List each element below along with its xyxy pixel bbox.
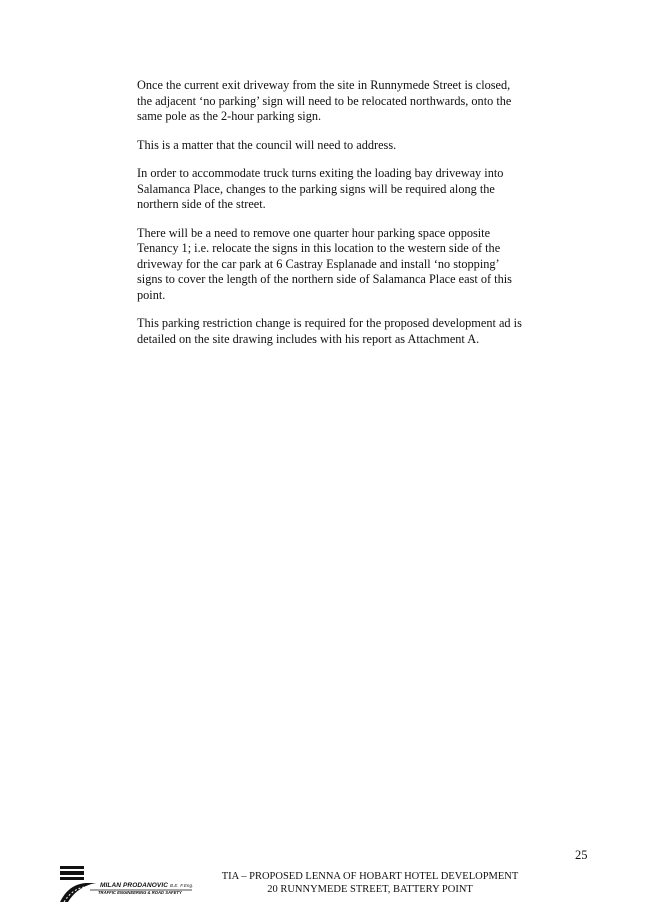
text-line: signs to cover the length of the northern side of Salamanca Place east of this bbox=[137, 272, 512, 286]
text-line: northern side of the street. bbox=[137, 197, 266, 211]
text-line: same pole as the 2-hour parking sign. bbox=[137, 109, 322, 123]
paragraph-1 bbox=[137, 78, 557, 125]
page-number: 25 bbox=[575, 848, 588, 862]
paragraph-4 bbox=[137, 226, 557, 304]
text-line: the adjacent ‘no parking’ sign will need to be relocated northwards, onto the bbox=[137, 93, 512, 108]
footer-title bbox=[200, 870, 540, 896]
logo-credentials: B.E. F.Eng. bbox=[169, 883, 194, 888]
text-line: This parking restriction change is required for the proposed development ad is bbox=[137, 316, 522, 330]
text-line: Salamanca Place, changes to the parking signs will be required along the bbox=[137, 181, 495, 196]
footer-line-2: 20 RUNNYMEDE STREET, BATTERY POINT bbox=[267, 884, 473, 895]
logo-name: MILAN PRODANOVIC B.E. F.Eng. bbox=[100, 882, 194, 889]
text-line: point. bbox=[137, 287, 166, 302]
text-line: There will be a need to remove one quarter hour parking space opposite bbox=[137, 225, 491, 240]
text-line: Tenancy 1; i.e. relocate the signs in this location to the western side of the bbox=[137, 241, 501, 255]
company-logo bbox=[60, 866, 195, 904]
logo-tagline: TRAFFIC ENGINEERING & ROAD SAFETY bbox=[98, 890, 182, 895]
paragraph-3 bbox=[137, 166, 557, 213]
text-line: detailed on the site drawing includes with his report as Attachment A. bbox=[137, 331, 480, 346]
footer-line-1: TIA – PROPOSED LENNA OF HOBART HOTEL DEVELOPMENT bbox=[221, 871, 519, 882]
paragraph-2 bbox=[137, 138, 557, 154]
text-line: In order to accommodate truck turns exiting the loading bay driveway into bbox=[137, 166, 504, 180]
text-line: Once the current exit driveway from the site in Runnymede Street is closed, bbox=[137, 78, 511, 92]
text-line: driveway for the car park at 6 Castray Esplanade and install ‘no stopping’ bbox=[137, 256, 500, 271]
text-line: This is a matter that the council will need to address. bbox=[137, 137, 397, 152]
paragraph-5 bbox=[137, 316, 557, 347]
document-body bbox=[137, 78, 557, 360]
